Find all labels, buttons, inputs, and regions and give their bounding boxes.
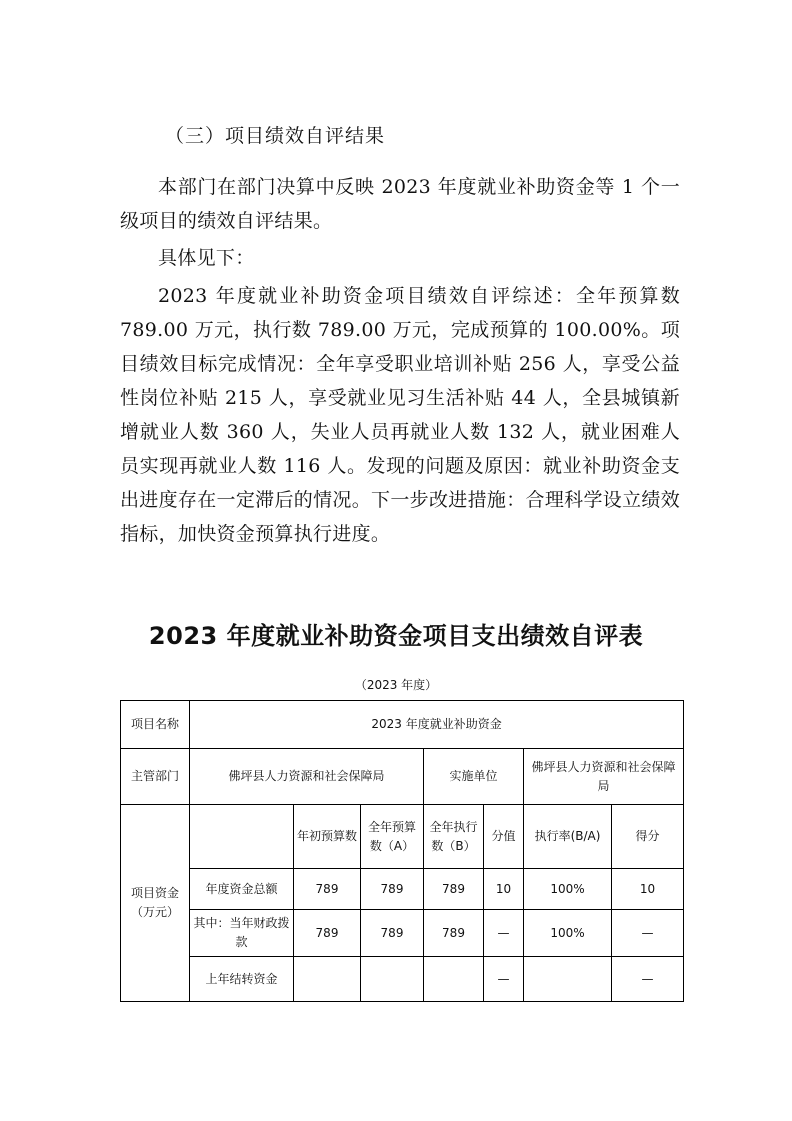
header-score: 得分 [612,805,684,869]
cell-annual-execution [424,957,484,1002]
header-annual-execution: 全年执行数（B） [424,805,484,869]
paragraph-intro: 本部门在部门决算中反映 2023 年度就业补助资金等 1 个一级项目的绩效自评结果。 [120,176,680,232]
cell-execution-rate: 100% [524,869,612,910]
cell-initial-budget: 789 [294,869,361,910]
blank-header-cell [190,805,294,869]
table-row [121,805,684,869]
table-row [121,869,684,910]
header-execution-rate: 执行率(B/A) [524,805,612,869]
cell-score: — [612,957,684,1002]
header-annual-budget: 全年预算数（A） [361,805,424,869]
row-label: 年度资金总额 [190,869,294,910]
table-row [121,910,684,957]
impl-label: 实施单位 [424,749,524,805]
header-score-value: 分值 [484,805,524,869]
cell-annual-budget [361,957,424,1002]
cell-annual-execution: 789 [424,910,484,957]
table-year: （2023 年度） [354,678,438,692]
dept-value: 佛坪县人力资源和社会保障局 [190,749,424,805]
row-label: 上年结转资金 [190,957,294,1002]
funds-label: 项目资金（万元） [121,805,190,1002]
section-heading: （三）项目绩效自评结果 [165,125,386,147]
table-row [121,749,684,805]
cell-annual-budget: 789 [361,869,424,910]
table-row [121,957,684,1002]
cell-score-value: — [484,910,524,957]
cell-initial-budget [294,957,361,1002]
header-initial-budget: 年初预算数 [294,805,361,869]
cell-execution-rate [524,957,612,1002]
impl-value: 佛坪县人力资源和社会保障局 [524,749,684,805]
cell-score-value: 10 [484,869,524,910]
cell-score: 10 [612,869,684,910]
table-row [121,701,684,749]
cell-initial-budget: 789 [294,910,361,957]
cell-score-value: — [484,957,524,1002]
cell-annual-budget: 789 [361,910,424,957]
row-label: 其中：当年财政拨款 [190,910,294,957]
dept-label: 主管部门 [121,749,190,805]
paragraph-details-lead: 具体见下： [158,247,255,269]
project-name-value: 2023 年度就业补助资金 [190,701,684,749]
cell-execution-rate: 100% [524,910,612,957]
performance-table [120,700,684,1002]
paragraph-summary: 2023 年度就业补助资金项目绩效自评综述：全年预算数 789.00 万元，执行数 789.00 万元，完成预算的 100.00%。项目绩效目标完成情况：全年享受职业培训补贴 256 人，享受公益性岗位补贴 215 人，享受就业见习生活补贴 44 人，全县城镇新增就业人数 360 人，失业人员再就业人数 132 人，就业困难人员实现再就业人数 116 人。发现的问题及原因：就业补助资金支出进度存在一定滞后的情况。下一步改进措施：合理科学设立绩效指标，加快资金预算执行进度。 [120,285,680,545]
table-title: 2023 年度就业补助资金项目支出绩效自评表 [148,622,644,650]
project-name-label: 项目名称 [121,701,190,749]
cell-score: — [612,910,684,957]
cell-annual-execution: 789 [424,869,484,910]
